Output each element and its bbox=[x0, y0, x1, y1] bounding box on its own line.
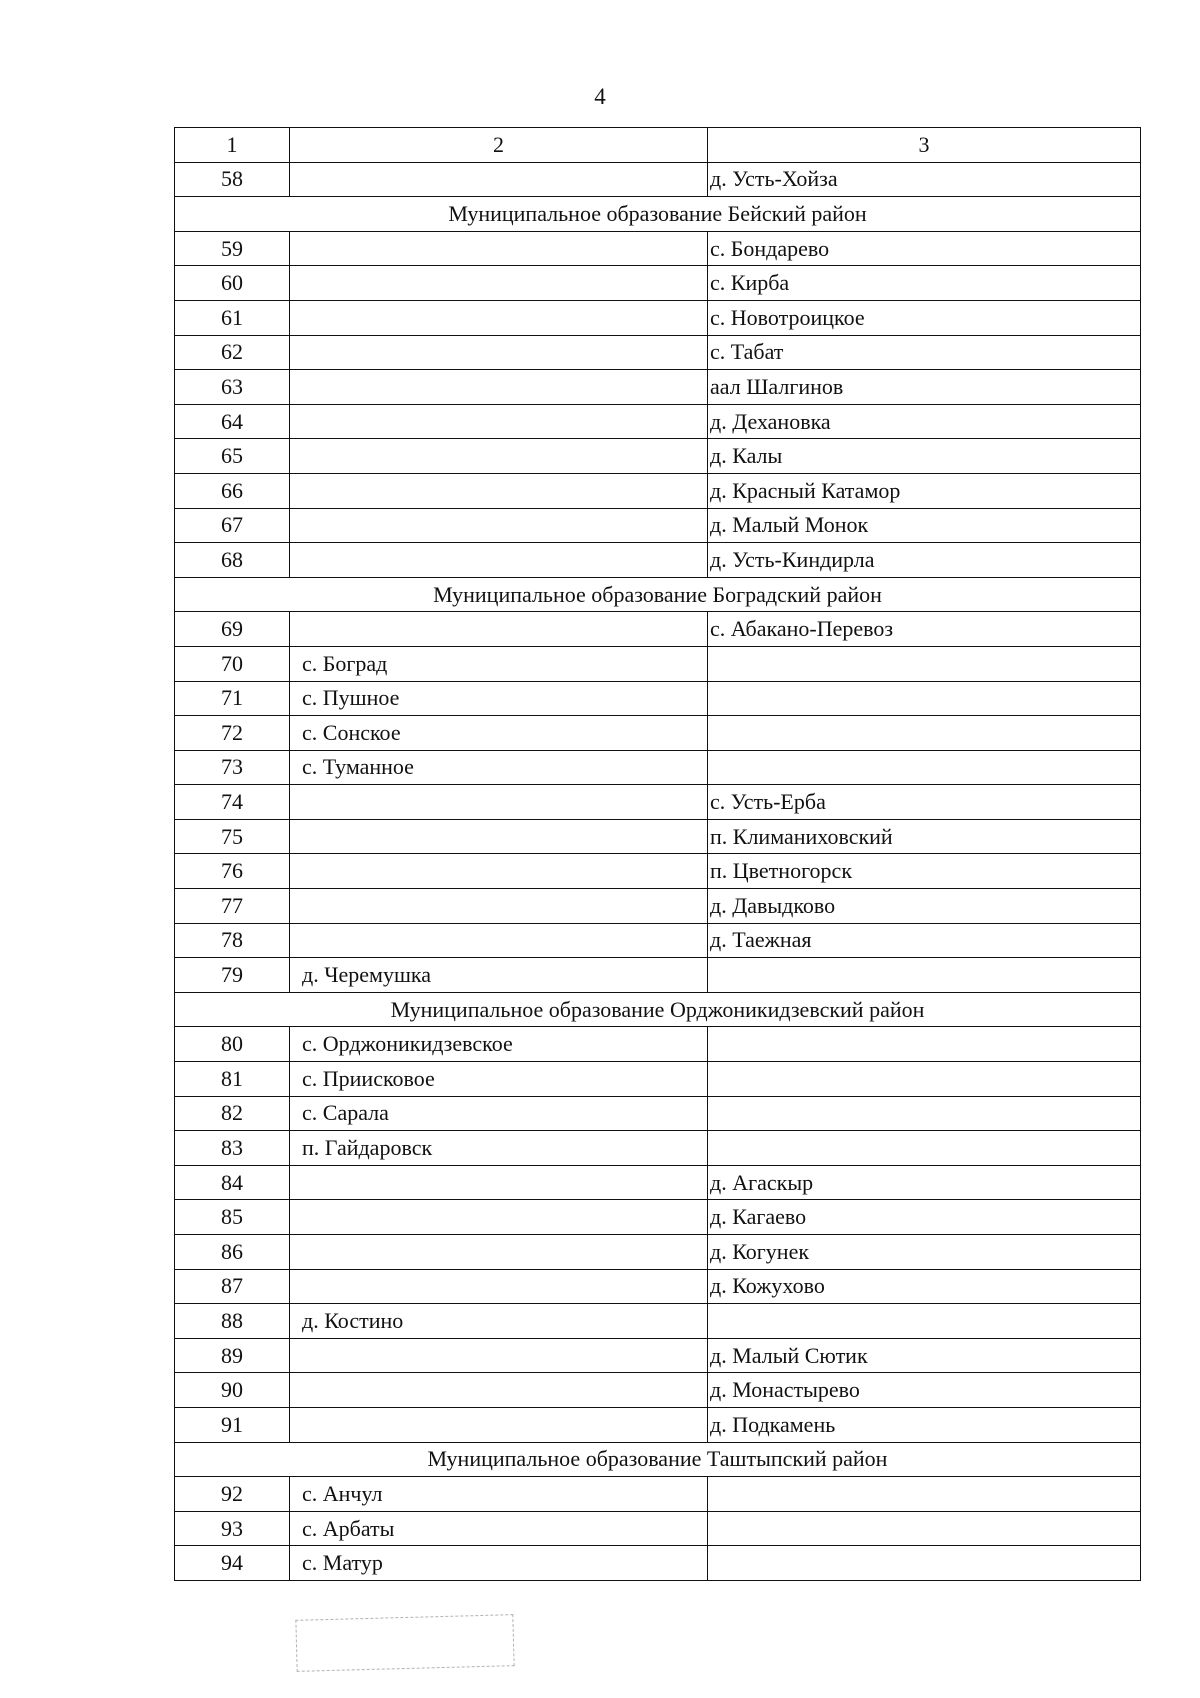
col-2-cell bbox=[290, 335, 708, 370]
table-row bbox=[175, 646, 1141, 681]
table-row bbox=[175, 300, 1141, 335]
col-3-cell bbox=[708, 646, 1141, 681]
col-3-cell bbox=[708, 1062, 1141, 1097]
row-number: 74 bbox=[175, 785, 290, 820]
col-3-cell bbox=[708, 1511, 1141, 1546]
row-number: 82 bbox=[175, 1096, 290, 1131]
row-number: 67 bbox=[175, 508, 290, 543]
col-2-cell: д. Черемушка bbox=[290, 958, 708, 993]
table-row bbox=[175, 1546, 1141, 1581]
table-row bbox=[175, 1200, 1141, 1235]
col-3-cell bbox=[708, 750, 1141, 785]
table-row bbox=[175, 785, 1141, 820]
col-3-cell: д. Монастырево bbox=[708, 1373, 1141, 1408]
section-title: Муниципальное образование Орджоникидзевский район bbox=[175, 992, 1141, 1027]
section-row bbox=[175, 197, 1141, 232]
row-number: 93 bbox=[175, 1511, 290, 1546]
header-col-2: 2 bbox=[290, 128, 708, 163]
table-row bbox=[175, 1338, 1141, 1373]
table-row bbox=[175, 889, 1141, 924]
table-row bbox=[175, 1096, 1141, 1131]
row-number: 71 bbox=[175, 681, 290, 716]
col-2-cell bbox=[290, 785, 708, 820]
stamp bbox=[295, 1614, 514, 1672]
col-2-cell bbox=[290, 1235, 708, 1270]
col-3-cell: аал Шалгинов bbox=[708, 370, 1141, 405]
col-2-cell: с. Пушное bbox=[290, 681, 708, 716]
row-number: 72 bbox=[175, 716, 290, 751]
col-2-cell: с. Сарала bbox=[290, 1096, 708, 1131]
col-3-cell: д. Давыдково bbox=[708, 889, 1141, 924]
table-row bbox=[175, 681, 1141, 716]
table-row bbox=[175, 1165, 1141, 1200]
col-3-cell: д. Усть-Киндирла bbox=[708, 543, 1141, 578]
row-number: 89 bbox=[175, 1338, 290, 1373]
table-row bbox=[175, 439, 1141, 474]
col-3-cell bbox=[708, 1546, 1141, 1581]
col-2-cell: с. Арбаты bbox=[290, 1511, 708, 1546]
col-3-cell: д. Подкамень bbox=[708, 1407, 1141, 1442]
table-row bbox=[175, 1407, 1141, 1442]
settlements-table bbox=[174, 127, 1141, 1581]
col-2-cell: с. Сонское bbox=[290, 716, 708, 751]
table-row bbox=[175, 508, 1141, 543]
row-number: 92 bbox=[175, 1477, 290, 1512]
col-3-cell: с. Абакано-Перевоз bbox=[708, 612, 1141, 647]
col-2-cell bbox=[290, 231, 708, 266]
row-number: 88 bbox=[175, 1304, 290, 1339]
col-3-cell: д. Кожухово bbox=[708, 1269, 1141, 1304]
col-2-cell bbox=[290, 1269, 708, 1304]
row-number: 62 bbox=[175, 335, 290, 370]
col-3-cell bbox=[708, 1027, 1141, 1062]
col-3-cell: д. Агаскыр bbox=[708, 1165, 1141, 1200]
col-3-cell: с. Новотроицкое bbox=[708, 300, 1141, 335]
header-col-3: 3 bbox=[708, 128, 1141, 163]
table-row bbox=[175, 1027, 1141, 1062]
section-title: Муниципальное образование Боградский район bbox=[175, 577, 1141, 612]
col-2-cell bbox=[290, 508, 708, 543]
row-number: 85 bbox=[175, 1200, 290, 1235]
section-row bbox=[175, 577, 1141, 612]
col-2-cell bbox=[290, 889, 708, 924]
row-number: 84 bbox=[175, 1165, 290, 1200]
col-2-cell bbox=[290, 473, 708, 508]
col-2-cell bbox=[290, 266, 708, 301]
row-number: 76 bbox=[175, 854, 290, 889]
table-row bbox=[175, 1269, 1141, 1304]
col-3-cell bbox=[708, 716, 1141, 751]
table-row bbox=[175, 543, 1141, 578]
col-3-cell bbox=[708, 1096, 1141, 1131]
col-3-cell: д. Таежная bbox=[708, 923, 1141, 958]
col-3-cell bbox=[708, 1131, 1141, 1166]
table-body bbox=[175, 128, 1141, 1581]
table-row bbox=[175, 370, 1141, 405]
table-row bbox=[175, 404, 1141, 439]
col-2-cell bbox=[290, 162, 708, 197]
row-number: 90 bbox=[175, 1373, 290, 1408]
col-3-cell: д. Малый Монок bbox=[708, 508, 1141, 543]
row-number: 91 bbox=[175, 1407, 290, 1442]
col-3-cell: д. Красный Катамор bbox=[708, 473, 1141, 508]
col-3-cell: с. Бондарево bbox=[708, 231, 1141, 266]
col-2-cell bbox=[290, 1165, 708, 1200]
table-row bbox=[175, 854, 1141, 889]
col-2-cell: д. Костино bbox=[290, 1304, 708, 1339]
table-row bbox=[175, 162, 1141, 197]
row-number: 59 bbox=[175, 231, 290, 266]
col-2-cell bbox=[290, 439, 708, 474]
col-3-cell: д. Калы bbox=[708, 439, 1141, 474]
col-2-cell bbox=[290, 1338, 708, 1373]
col-3-cell: п. Цветногорск bbox=[708, 854, 1141, 889]
col-2-cell: с. Анчул bbox=[290, 1477, 708, 1512]
col-2-cell bbox=[290, 612, 708, 647]
col-2-cell: с. Туманное bbox=[290, 750, 708, 785]
col-2-cell: с. Матур bbox=[290, 1546, 708, 1581]
col-2-cell bbox=[290, 404, 708, 439]
row-number: 80 bbox=[175, 1027, 290, 1062]
col-3-cell: д. Кагаево bbox=[708, 1200, 1141, 1235]
col-3-cell: с. Табат bbox=[708, 335, 1141, 370]
table-row bbox=[175, 335, 1141, 370]
col-3-cell: с. Кирба bbox=[708, 266, 1141, 301]
col-2-cell bbox=[290, 923, 708, 958]
col-2-cell: с. Боград bbox=[290, 646, 708, 681]
table-row bbox=[175, 923, 1141, 958]
row-number: 94 bbox=[175, 1546, 290, 1581]
table-row bbox=[175, 716, 1141, 751]
page-number: 4 bbox=[594, 84, 606, 109]
section-row bbox=[175, 1442, 1141, 1477]
section-title: Муниципальное образование Таштыпский район bbox=[175, 1442, 1141, 1477]
row-number: 68 bbox=[175, 543, 290, 578]
table-header-row bbox=[175, 128, 1141, 163]
col-2-cell bbox=[290, 543, 708, 578]
table-row bbox=[175, 1131, 1141, 1166]
col-3-cell bbox=[708, 1477, 1141, 1512]
col-3-cell: д. Дехановка bbox=[708, 404, 1141, 439]
col-2-cell bbox=[290, 1373, 708, 1408]
row-number: 69 bbox=[175, 612, 290, 647]
col-3-cell: д. Усть-Хойза bbox=[708, 162, 1141, 197]
col-3-cell: д. Когунек bbox=[708, 1235, 1141, 1270]
row-number: 73 bbox=[175, 750, 290, 785]
col-2-cell bbox=[290, 819, 708, 854]
col-3-cell: д. Малый Сютик bbox=[708, 1338, 1141, 1373]
table-row bbox=[175, 958, 1141, 993]
col-2-cell bbox=[290, 854, 708, 889]
col-3-cell: с. Усть-Ерба bbox=[708, 785, 1141, 820]
table-row bbox=[175, 231, 1141, 266]
col-2-cell: п. Гайдаровск bbox=[290, 1131, 708, 1166]
col-3-cell bbox=[708, 958, 1141, 993]
row-number: 58 bbox=[175, 162, 290, 197]
col-3-cell: п. Климаниховский bbox=[708, 819, 1141, 854]
table-row bbox=[175, 1235, 1141, 1270]
row-number: 75 bbox=[175, 819, 290, 854]
table-row bbox=[175, 1477, 1141, 1512]
row-number: 64 bbox=[175, 404, 290, 439]
table-row bbox=[175, 612, 1141, 647]
col-2-cell bbox=[290, 370, 708, 405]
table-row bbox=[175, 750, 1141, 785]
row-number: 79 bbox=[175, 958, 290, 993]
row-number: 61 bbox=[175, 300, 290, 335]
col-2-cell bbox=[290, 1407, 708, 1442]
row-number: 63 bbox=[175, 370, 290, 405]
col-3-cell bbox=[708, 1304, 1141, 1339]
row-number: 83 bbox=[175, 1131, 290, 1166]
row-number: 65 bbox=[175, 439, 290, 474]
section-title: Муниципальное образование Бейский район bbox=[175, 197, 1141, 232]
section-row bbox=[175, 992, 1141, 1027]
header-col-1: 1 bbox=[175, 128, 290, 163]
table-row bbox=[175, 1373, 1141, 1408]
col-2-cell: с. Орджоникидзевское bbox=[290, 1027, 708, 1062]
row-number: 66 bbox=[175, 473, 290, 508]
row-number: 78 bbox=[175, 923, 290, 958]
row-number: 77 bbox=[175, 889, 290, 924]
row-number: 60 bbox=[175, 266, 290, 301]
table-row bbox=[175, 819, 1141, 854]
row-number: 87 bbox=[175, 1269, 290, 1304]
col-2-cell bbox=[290, 300, 708, 335]
col-2-cell bbox=[290, 1200, 708, 1235]
row-number: 81 bbox=[175, 1062, 290, 1097]
col-3-cell bbox=[708, 681, 1141, 716]
table-row bbox=[175, 1062, 1141, 1097]
table-row bbox=[175, 266, 1141, 301]
row-number: 86 bbox=[175, 1235, 290, 1270]
table-row bbox=[175, 1304, 1141, 1339]
table-row bbox=[175, 1511, 1141, 1546]
col-2-cell: с. Приисковое bbox=[290, 1062, 708, 1097]
table-row bbox=[175, 473, 1141, 508]
row-number: 70 bbox=[175, 646, 290, 681]
